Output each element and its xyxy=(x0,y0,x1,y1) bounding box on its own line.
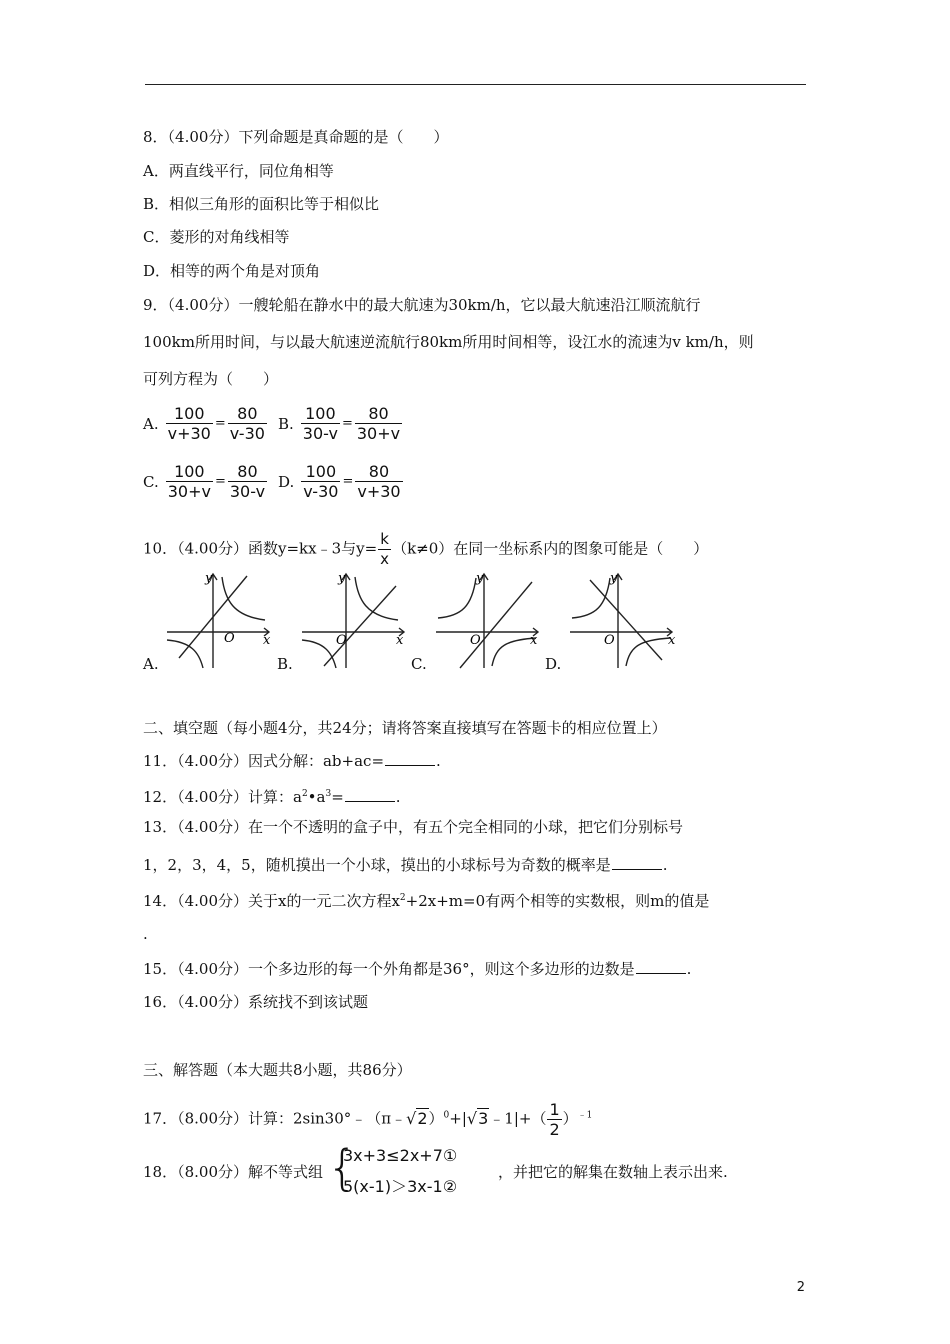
graph-a xyxy=(165,570,277,670)
q9-line2: 100km所用时间，与以最大航速逆流航行80km所用时间相等，设江水的流速为v km/h，则 xyxy=(143,333,754,351)
graph-c xyxy=(434,570,546,670)
header-rule xyxy=(145,84,806,85)
svg-text:y: y xyxy=(338,571,346,586)
q10-label-d: D. xyxy=(545,655,562,673)
svg-text:O: O xyxy=(604,633,615,648)
q10-label-a: A. xyxy=(143,655,159,673)
fraction-left: $\frac{100}{v-30}$ xyxy=(303,462,339,501)
q9-option-c: C. $\frac{100}{30+v}$ = $\frac{80}{30-v}$ xyxy=(143,462,266,501)
answer-blank[interactable] xyxy=(636,959,686,974)
answer-blank[interactable] xyxy=(345,787,395,802)
q8-option-a: A．两直线平行，同位角相等 xyxy=(143,162,334,180)
svg-text:O: O xyxy=(336,633,347,648)
svg-text:y: y xyxy=(205,571,213,586)
svg-text:x: x xyxy=(530,633,538,648)
option-label: B. xyxy=(278,414,294,433)
option-label: C. xyxy=(143,472,159,491)
q14-line1: 14．（4.00分）关于x的一元二次方程$x^2+2x+m=0$有两个相等的实数根，则m的值是 xyxy=(143,892,710,910)
q8-option-c: C．菱形的对角线相等 xyxy=(143,228,290,246)
q9-option-d: D. $\frac{100}{v-30}$ = $\frac{80}{v+30}$ xyxy=(278,462,401,501)
q9-option-a: A. $\frac{100}{v+30}$ = $\frac{80}{v-30}$ xyxy=(143,404,265,443)
q9-line3: 可列方程为（ ） xyxy=(143,370,279,388)
option-label: A. xyxy=(143,414,159,433)
q13-line2: 1，2，3，4，5，随机摸出一个小球，摸出的小球标号为奇数的概率是 . xyxy=(143,856,668,874)
q8-option-d: D．相等的两个角是对顶角 xyxy=(143,262,321,280)
graph-b xyxy=(300,570,412,670)
fraction-one-half: $\frac{1}{2}$ xyxy=(549,1100,560,1139)
q18-post: ，并把它的解集在数轴上表示出来. xyxy=(498,1163,728,1181)
svg-text:x: x xyxy=(263,633,271,648)
svg-text:O: O xyxy=(224,631,235,646)
svg-text:x: x xyxy=(396,633,404,648)
q11: 11．（4.00分）因式分解：ab+ac= . xyxy=(143,752,441,770)
svg-text:O: O xyxy=(470,633,481,648)
fraction-right: $\frac{80}{30-v}$ xyxy=(229,462,266,501)
section-3-heading: 三、解答题（本大题共8小题，共86分） xyxy=(143,1061,412,1079)
fraction-right: $\frac{80}{30+v}$ xyxy=(356,404,401,443)
brace: { xyxy=(327,1140,358,1196)
answer-blank[interactable] xyxy=(385,751,435,766)
section-2-heading: 二、填空题（每小题4分，共24分；请将答案直接填写在答题卡的相应位置上） xyxy=(143,719,667,737)
q9-line1: 9．（4.00分）一艘轮船在静水中的最大航速为30km/h，它以最大航速沿江顺流航行 xyxy=(143,296,701,314)
svg-text:x: x xyxy=(668,633,676,648)
svg-text:y: y xyxy=(610,571,618,586)
fraction-k-over-x: $\frac{k}{x}$ xyxy=(380,530,390,568)
q10-label-b: B. xyxy=(277,655,293,673)
fraction-left: $\frac{100}{v+30}$ xyxy=(167,404,211,443)
fraction-left: $\frac{100}{30+v}$ xyxy=(167,462,211,501)
svg-text:y: y xyxy=(476,571,484,586)
q10-label-c: C. xyxy=(411,655,427,673)
inequality-2: 5(x-1)＞3x-1② xyxy=(343,1177,458,1196)
q14-line2: . xyxy=(143,925,148,943)
q8-stem: 8．（4.00分）下列命题是真命题的是（ ） xyxy=(143,128,449,146)
graph-d xyxy=(568,570,680,670)
answer-blank[interactable] xyxy=(612,855,662,870)
q16: 16．（4.00分）系统找不到该试题 xyxy=(143,993,368,1011)
q9-option-b: B. $\frac{100}{30-v}$ = $\frac{80}{30+v}$ xyxy=(278,404,401,443)
fraction-right: $\frac{80}{v+30}$ xyxy=(357,462,401,501)
fraction-left: $\frac{100}{30-v}$ xyxy=(302,404,338,443)
fraction-right: $\frac{80}{v-30}$ xyxy=(229,404,265,443)
option-label: D. xyxy=(278,472,295,491)
inequality-1: 3x+3≤2x+7① xyxy=(343,1146,458,1165)
q13-line1: 13．（4.00分）在一个不透明的盒子中，有五个完全相同的小球，把它们分别标号 xyxy=(143,818,683,836)
sqrt-3: √3 xyxy=(466,1108,489,1128)
q17: 17．（8.00分）计算：2sin30°﹣（π﹣√2）$^0$+|√3﹣1|+（ $\frac{1}{2}$ ）$^{﹣1}$ xyxy=(143,1100,593,1139)
sqrt-2: √2 xyxy=(406,1108,428,1128)
q8-option-b: B．相似三角形的面积比等于相似比 xyxy=(143,195,380,213)
q15: 15．（4.00分）一个多边形的每一个外角都是36°，则这个多边形的边数是 . xyxy=(143,960,692,978)
page-number: 2 xyxy=(796,1280,805,1295)
q10-stem: 10．（4.00分）函数y=kx﹣3与y= $\frac{k}{x}$ （k≠0）在同一坐标系内的图象可能是（ ） xyxy=(143,530,709,568)
q18-pre: 18．（8.00分）解不等式组 xyxy=(143,1163,323,1181)
q12: 12．（4.00分）计算：$a^2•a^3=$ . xyxy=(143,788,401,806)
